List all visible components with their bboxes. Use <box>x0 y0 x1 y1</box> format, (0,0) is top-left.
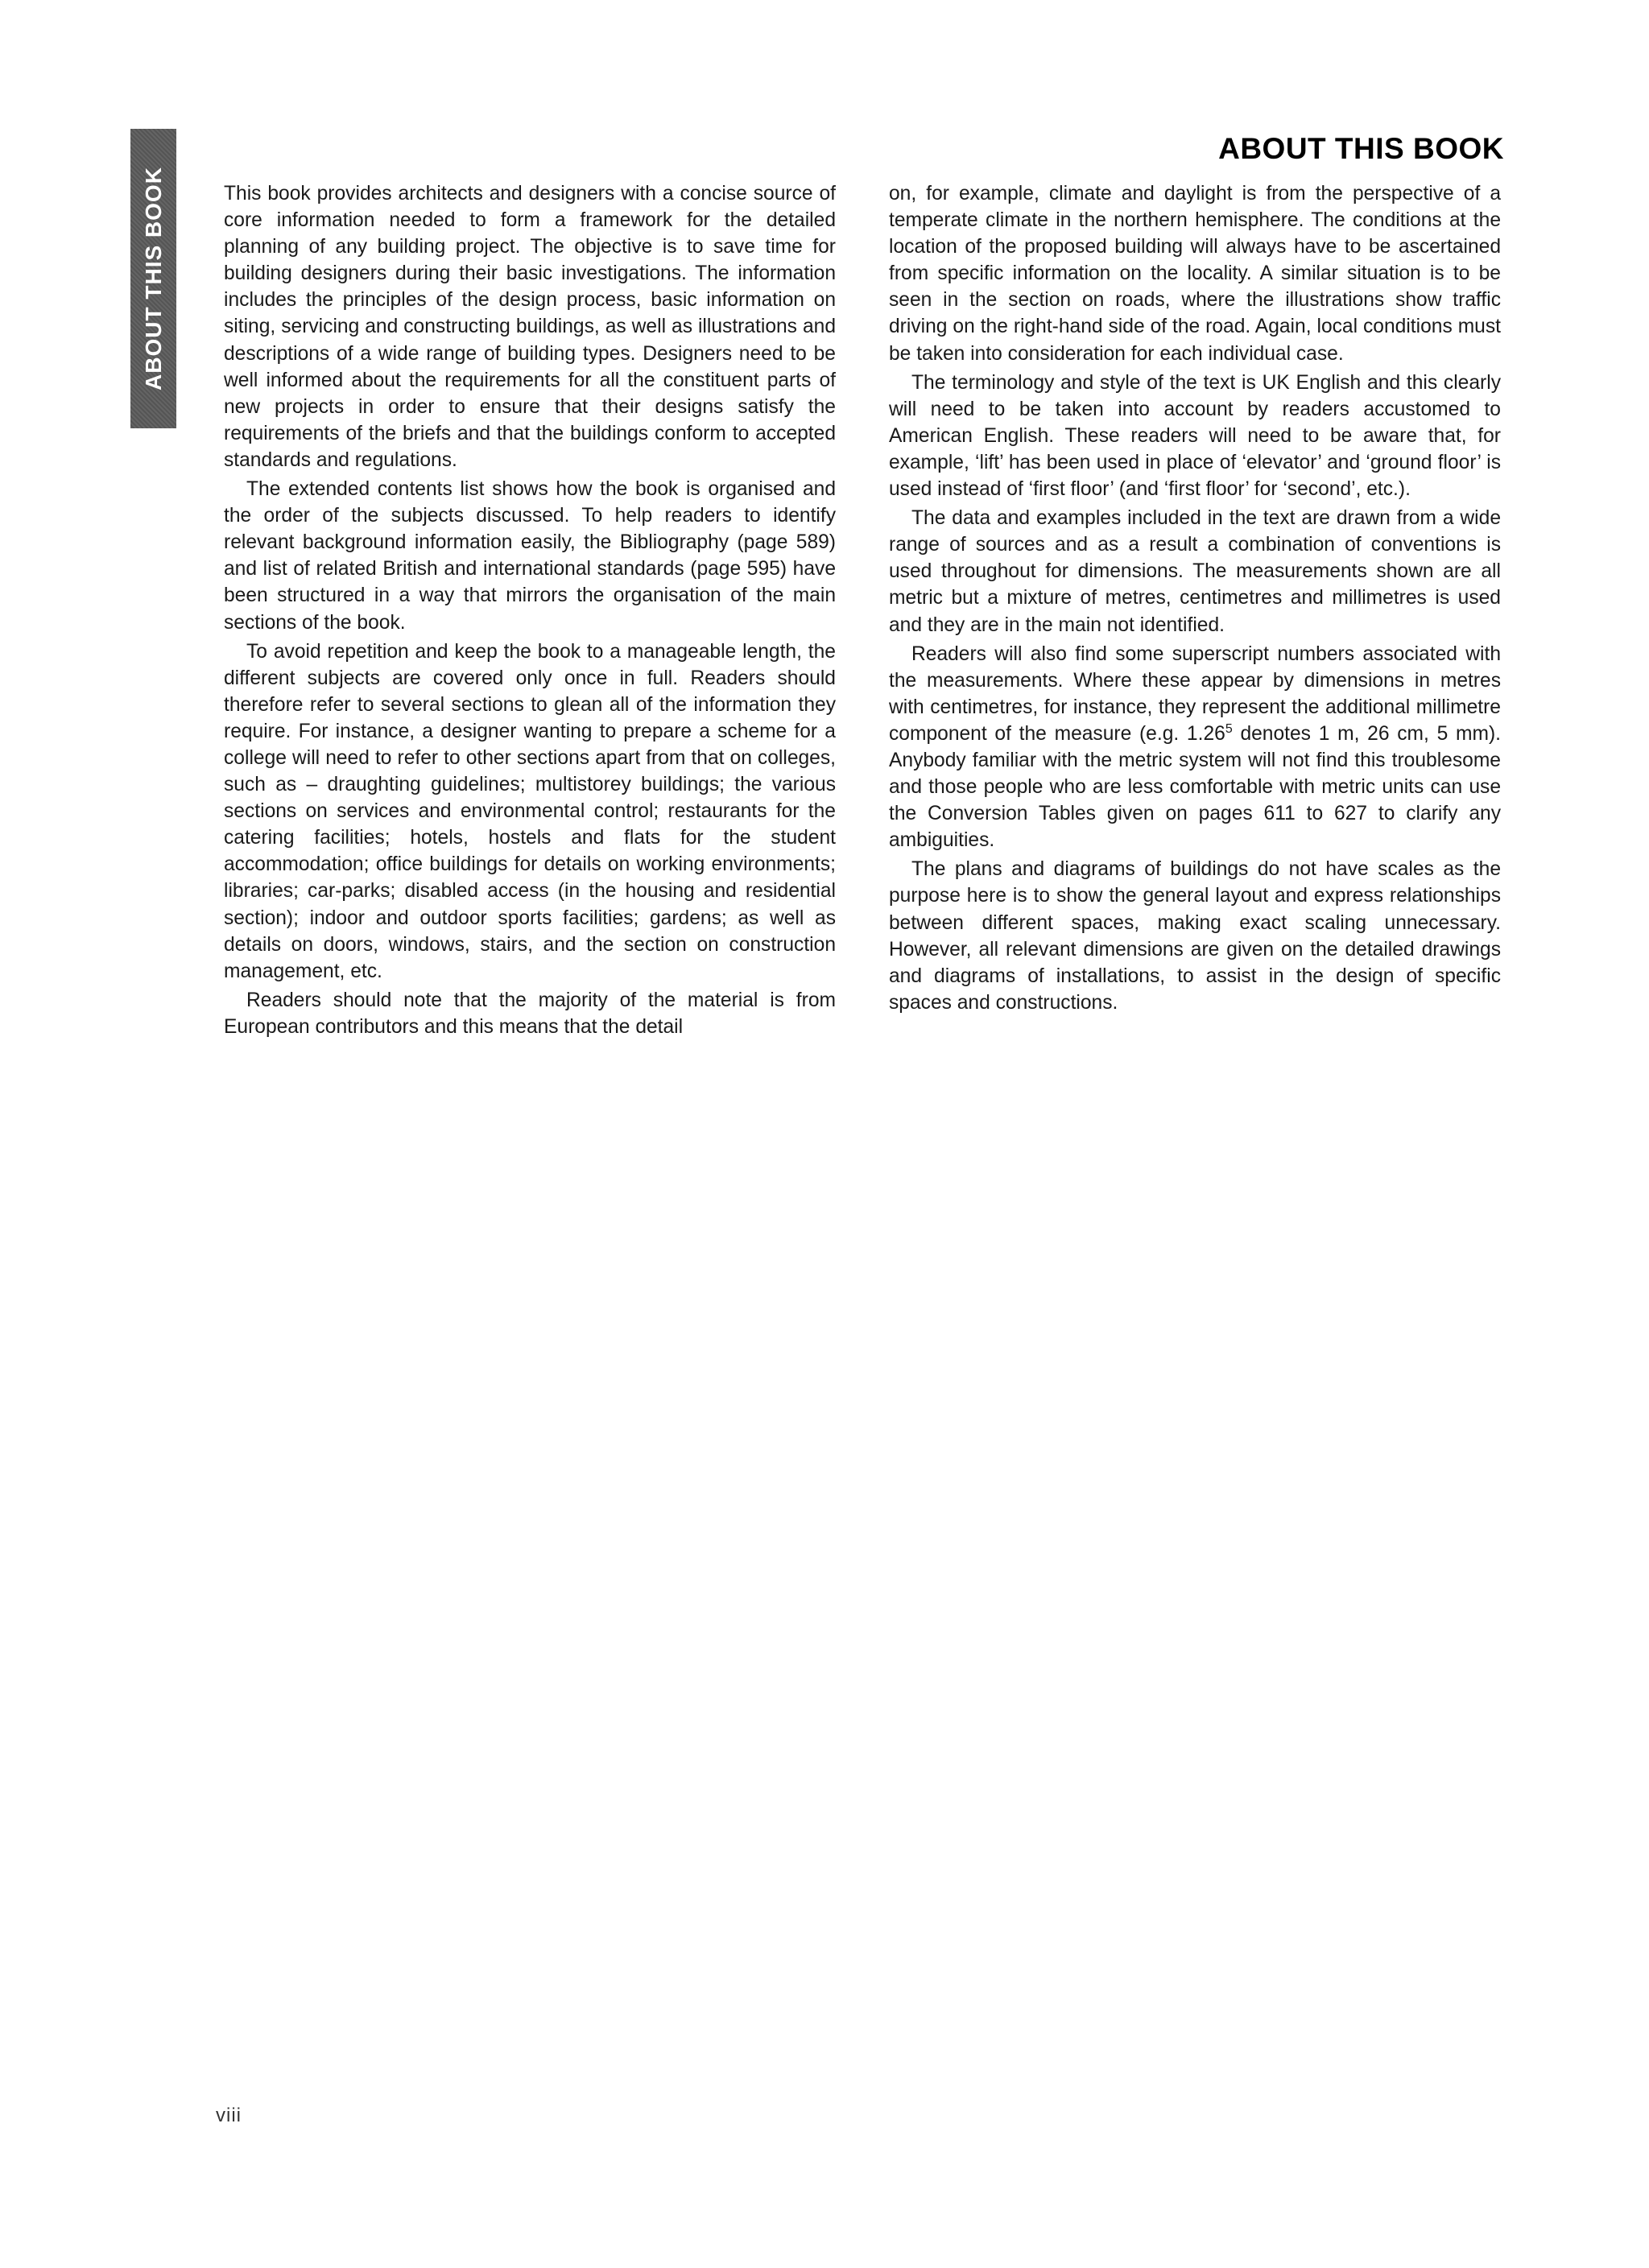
right-paragraph-4-after: denotes 1 m, 26 cm, 5 mm). Anybody familiar with the metric system will not find this troublesome and those people who are less comfortable with metric units can use the Conversion Tables given on pages 611 to 627 to clarify any ambiguities. <box>889 722 1502 852</box>
right-paragraph-3: The data and examples included in the text are drawn from a wide range of sources and as a result a combination of conventions is used throughout for dimensions. The measurements shown are all metric but a mixture of metres, centimetres and millimetres is used and they are in the main not identified. <box>889 507 1501 636</box>
left-column <box>224 180 836 1043</box>
left-paragraph-3: To avoid repetition and keep the book to a manageable length, the different subjects are covered only once in full. Readers should therefore refer to several sections to glean all of the information they require. For instance, a designer wanting to prepare a scheme for a college will need to refer to other sections apart from that on colleges, such as – draughting guidelines; multistorey buildings; the various sections on services and environmental control; restaurants for the catering facilities; hotels, hostels and flats for the student accommodation; office buildings for details on working environments; libraries; car-parks; disabled access (in the housing and residential section); indoor and outdoor sports facilities; gardens; as well as details on doors, windows, stairs, and the section on construction management, etc. <box>224 640 836 982</box>
left-paragraph-4: Readers should note that the majority of the material is from European contributors and this means that the detail <box>224 989 836 1038</box>
section-side-tab <box>130 129 176 428</box>
left-paragraph-1: This book provides architects and designers with a concise source of core information needed to form a framework for the detailed planning of any building project. The objective is to save time for building designers during their basic investigations. The information includes the principles of the design process, basic information on siting, servicing and constructing buildings, as well as illustrations and descriptions of a wide range of building types. Designers need to be well informed about the requirements for all the constituent parts of new projects in order to ensure that their designs satisfy the requirements of the briefs and that the buildings conform to accepted standards and regulations. <box>224 183 836 471</box>
page-number: viii <box>216 2105 242 2126</box>
right-paragraph-2: The terminology and style of the text is UK English and this clearly will need to be taken into account by readers accustomed to American English. These readers will need to be aware that, for example, ‘lift’ has been used in place of ‘elevator’ and ‘ground floor’ is used instead of ‘first floor’ (and ‘first floor’ for ‘second’, etc.). <box>889 371 1501 501</box>
right-column <box>889 180 1501 1018</box>
right-paragraph-4 <box>889 641 1501 854</box>
page-title: ABOUT THIS BOOK <box>1218 132 1504 165</box>
left-paragraph-2: The extended contents list shows how the book is organised and the order of the subjects discussed. To help readers to identify relevant background information easily, the Bibliography (page 589) and list of related British and international standards (page 595) have been structured in a way that mirrors the organisation of the main sections of the book. <box>224 478 836 634</box>
side-tab-label: ABOUT THIS BOOK <box>140 167 166 390</box>
right-paragraph-1: on, for example, climate and daylight is from the perspective of a temperate climate in the northern hemisphere. The conditions at the location of the proposed building will always have to be ascertained from specific information on the locality. A similar situation is to be seen in the section on roads, where the illustrations show traffic driving on the right-hand side of the road. Again, local conditions must be taken into consideration for each individual case. <box>889 183 1501 365</box>
superscript-number: 5 <box>1225 721 1233 736</box>
right-paragraph-4-before: Readers will also find some superscript numbers associated with the measurements. Where these appear by dimensions in metres with centimetres, for instance, they represent the additional millimetre component of the measure (e.g. 1.26 <box>889 642 1501 745</box>
right-paragraph-5: The plans and diagrams of buildings do not have scales as the purpose here is to show the general layout and express relationships between different spaces, making exact scaling unnecessary. However, all relevant dimensions are given on the detailed drawings and diagrams of installations, to assist in the design of specific spaces and constructions. <box>889 858 1501 1014</box>
